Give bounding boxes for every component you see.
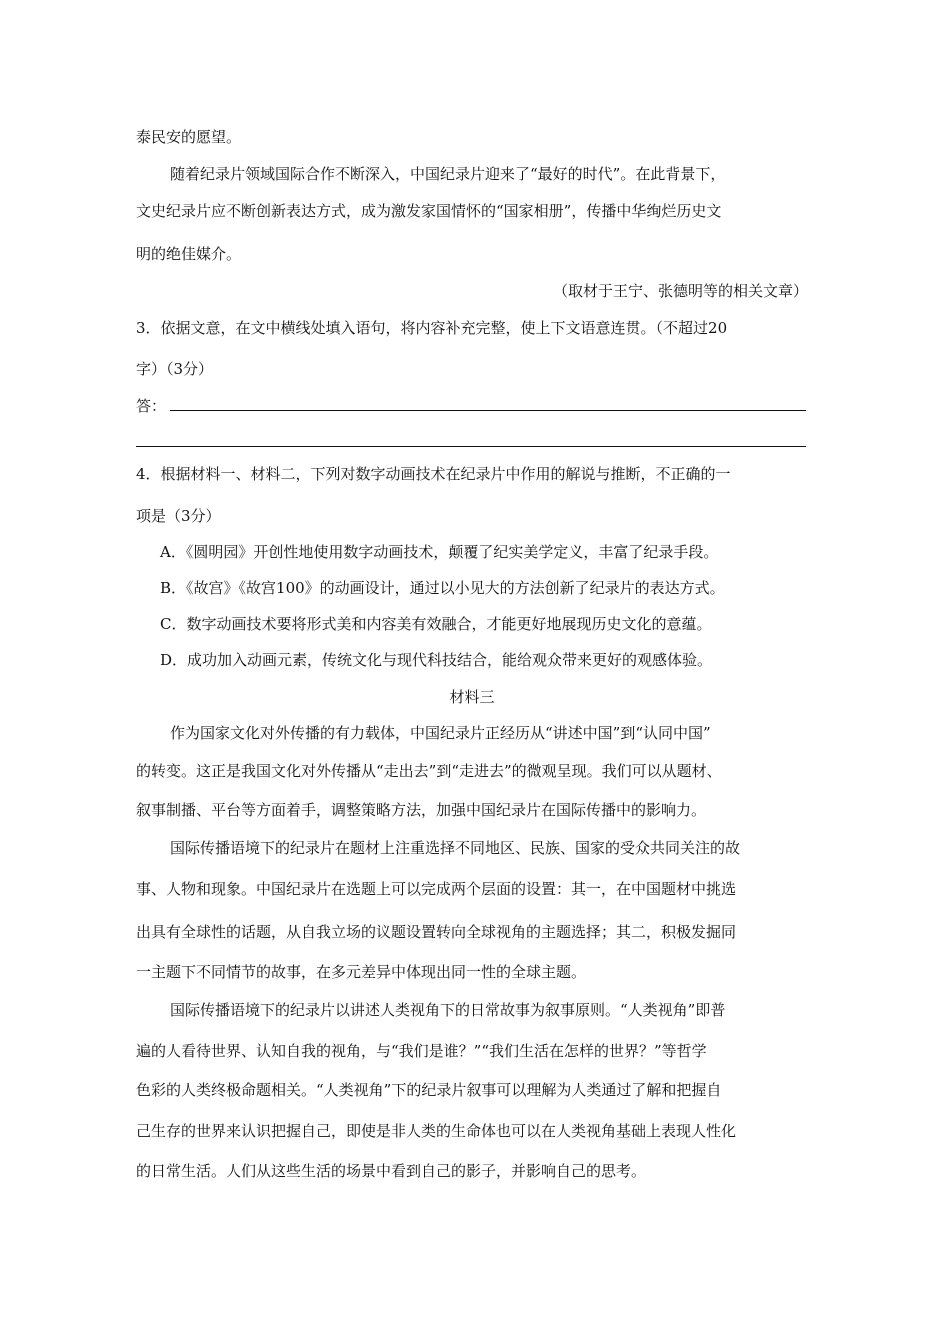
passage-line: 泰民安的愿望。 — [136, 128, 242, 146]
option-d[interactable]: D．成功加入动画元素，传统文化与现代科技结合，能给观众带来更好的观感体验。 — [160, 651, 713, 669]
question-4-stem: 4．根据材料一、材料二，下列对数字动画技术在纪录片中作用的解说与推断，不正确的一 — [136, 465, 731, 483]
paragraph-line: 的转变。这正是我国文化对外传播从“走出去”到“走进去”的微观呈现。我们可以从题材、 — [136, 762, 722, 780]
answer-line[interactable] — [136, 446, 806, 447]
question-4-stem: 项是（3分） — [136, 507, 221, 525]
paragraph-line: 事、人物和现象。中国纪录片在选题上可以完成两个层面的设置：其一，在中国题材中挑选 — [136, 880, 737, 898]
answer-line[interactable] — [170, 410, 806, 411]
option-c[interactable]: C．数字动画技术要将形式美和内容美有效融合，才能更好地展现历史文化的意蕴。 — [160, 615, 712, 633]
paragraph-line: 的日常生活。人们从这些生活的场景中看到自己的影子，并影响自己的思考。 — [136, 1162, 647, 1180]
question-3-stem: 字）（3分） — [136, 360, 214, 378]
source-citation: （取材于王宁、张德明等的相关文章） — [552, 282, 808, 300]
question-3-stem: 3．依据文意，在文中横线处填入语句，将内容补充完整，使上下文语意连贯。（不超过20 — [136, 319, 728, 337]
paragraph-line: 国际传播语境下的纪录片以讲述人类视角下的日常故事为叙事原则。“人类视角”即普 — [170, 1001, 726, 1019]
paragraph-line: 色彩的人类终极命题相关。“人类视角”下的纪录片叙事可以理解为人类通过了解和把握自 — [136, 1081, 722, 1099]
paragraph-line: 一主题下不同情节的故事，在多元差异中体现出同一性的全球主题。 — [136, 963, 587, 981]
paragraph-line: 遍的人看待世界、认知自我的视角，与“我们是谁？”“我们生活在怎样的世界？”等哲学 — [136, 1042, 707, 1060]
material-3-heading: 材料三 — [449, 688, 495, 706]
paragraph-line: 作为国家文化对外传播的有力载体，中国纪录片正经历从“讲述中国”到“认同中国” — [170, 724, 711, 742]
passage-line: 随着纪录片领域国际合作不断深入，中国纪录片迎来了“最好的时代”。在此背景下， — [170, 165, 726, 183]
paragraph-line: 叙事制播、平台等方面着手，调整策略方法，加强中国纪录片在国际传播中的影响力。 — [136, 801, 707, 819]
paragraph-line: 国际传播语境下的纪录片在题材上注重选择不同地区、民族、国家的受众共同关注的故 — [170, 839, 741, 857]
option-a[interactable]: A．《圆明园》开创性地使用数字动画技术，颠覆了纪实美学定义，丰富了纪录手段。 — [160, 543, 719, 561]
answer-label: 答： — [136, 397, 167, 415]
passage-line: 文史纪录片应不断创新表达方式，成为激发家国情怀的“国家相册”，传播中华绚烂历史文 — [136, 202, 722, 220]
option-b[interactable]: B．《故宫》《故宫100》的动画设计，通过以小见大的方法创新了纪录片的表达方式。 — [160, 579, 725, 597]
paragraph-line: 己生存的世界来认识把握自己，即使是非人类的生命体也可以在人类视角基础上表现人性化 — [136, 1122, 737, 1140]
passage-line: 明的绝佳媒介。 — [136, 245, 242, 263]
paragraph-line: 出具有全球性的话题，从自我立场的议题设置转向全球视角的主题选择；其二，积极发掘同 — [136, 923, 737, 941]
